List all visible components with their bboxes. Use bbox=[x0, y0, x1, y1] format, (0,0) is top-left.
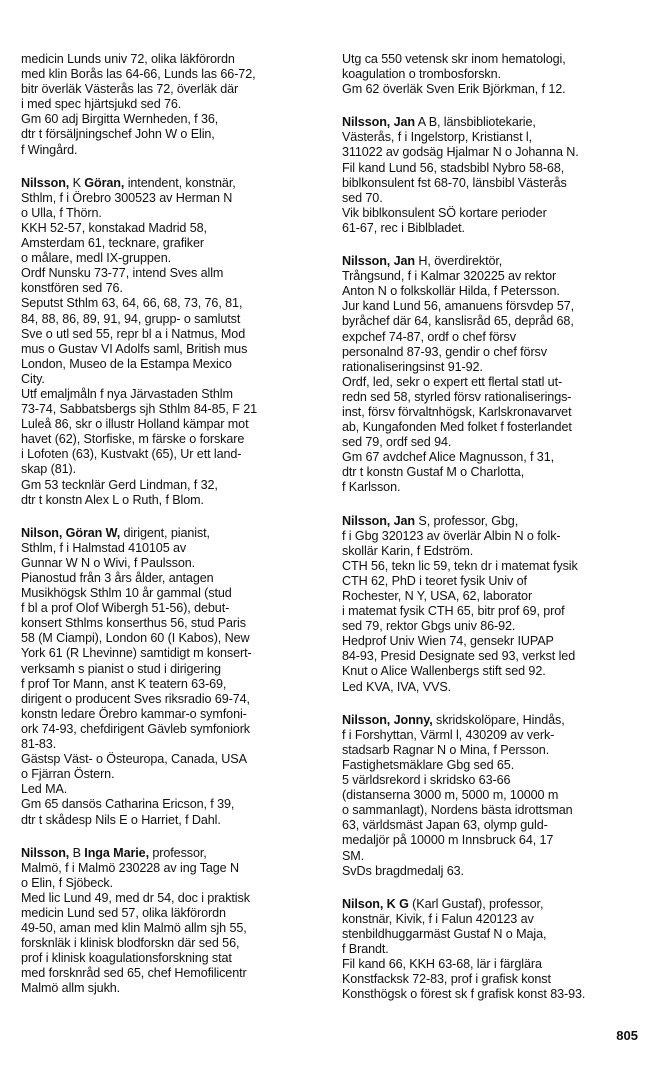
entry-line bbox=[21, 402, 329, 417]
entry-text: ork 74-93, chefdirigent Gävleb symfoniork bbox=[21, 721, 250, 736]
entry-text: Gm 62 överläk Sven Erik Björkman, f 12. bbox=[342, 82, 566, 97]
entry-line bbox=[21, 342, 329, 357]
entry-text: Led MA. bbox=[21, 782, 68, 797]
entry-text: Utg ca 550 vetensk skr inom hematologi, bbox=[342, 52, 566, 66]
entry-text: London, Museo de la Estampa Mexico bbox=[21, 356, 232, 371]
entry-text: CTH 62, PhD i teoret fysik Univ of bbox=[342, 573, 527, 588]
entry-text: i matemat fysik CTH 65, bitr prof 69, prof bbox=[342, 604, 565, 619]
entry-text: (Karl Gustaf), professor, bbox=[408, 896, 544, 911]
entry-line bbox=[21, 296, 329, 311]
left-column bbox=[21, 52, 329, 1015]
entry-line bbox=[21, 82, 329, 97]
entry-text: (distanserna 3000 m, 5000 m, 10000 m bbox=[342, 788, 559, 803]
entry-line bbox=[21, 677, 329, 692]
entry-text: 58 (M Ciampi), London 60 (I Kabos), New bbox=[21, 631, 250, 646]
entry-text: Sve o utl sed 55, repr bl a i Natmus, Mod bbox=[21, 326, 246, 341]
entry-line bbox=[342, 849, 650, 864]
entry-line bbox=[21, 692, 329, 707]
entry-text: Seputst Sthlm 63, 64, 66, 68, 73, 76, 81, bbox=[21, 296, 243, 311]
entry-text: Rochester, N Y, USA, 62, laborator bbox=[342, 589, 533, 603]
entry-line bbox=[21, 981, 329, 996]
entry-text: sed 79, ordf sed 94. bbox=[342, 435, 452, 450]
entry-line bbox=[21, 281, 329, 296]
entry-line bbox=[21, 767, 329, 782]
entry-text: konstfören sed 76. bbox=[21, 281, 123, 296]
entry-text: A B, länsbibliotekarie, bbox=[415, 115, 536, 130]
entry-line bbox=[21, 797, 329, 812]
entry-text: Musikhögsk Sthlm 10 år gammal (stud bbox=[21, 586, 232, 601]
entry-line bbox=[342, 465, 650, 480]
entry-text: Sthlm, f i Örebro 300523 av Herman N bbox=[21, 190, 233, 205]
entry-line bbox=[21, 462, 329, 477]
entry-line bbox=[21, 586, 329, 601]
entry-line bbox=[342, 420, 650, 435]
entry-text: medicin Lund sed 57, olika läkförordn bbox=[21, 905, 226, 920]
entry-text: o Elin, f Sjöbeck. bbox=[21, 875, 114, 890]
entry-text: medaljör på 10000 m Innsbruck 64, 17 bbox=[342, 833, 554, 848]
entry-line bbox=[342, 728, 650, 743]
entry-text: stenbildhuggarmäst Gustaf N o Maja, bbox=[342, 926, 547, 941]
entry-line bbox=[342, 664, 650, 679]
entry-text: ab, Kungafonden Med folket f fosterlandet bbox=[342, 420, 572, 435]
entry-line bbox=[21, 662, 329, 677]
entry-text: med forsknråd sed 65, chef Hemofilicentr bbox=[21, 966, 247, 981]
entry-text: biblkonsulent fst 68-70, länsbibl Västerås bbox=[342, 175, 567, 190]
entry-line bbox=[21, 876, 329, 891]
entry-text: Anton N o folkskollär Hilda, f Petersson. bbox=[342, 284, 560, 299]
entry-line bbox=[342, 82, 650, 97]
entry-line bbox=[21, 966, 329, 981]
entry-text: konstn ledare Örebro kammar-o symfoni- bbox=[21, 706, 247, 721]
entry-text: sed 70. bbox=[342, 190, 383, 205]
entry-line bbox=[21, 631, 329, 646]
entry-line bbox=[342, 115, 650, 130]
entry-text: o sammanlagt), Nordens bästa idrottsman bbox=[342, 803, 573, 818]
entry-text: byråchef där 64, kanslisråd 65, depråd 68, bbox=[342, 314, 574, 329]
entry-text: dirigent, pianist, bbox=[120, 525, 210, 540]
entry-line bbox=[21, 846, 329, 861]
entry-text: Gm 53 tecknlär Gerd Lindman, f 32, bbox=[21, 477, 218, 492]
entry-text: SvDs bragdmedalj 63. bbox=[342, 863, 464, 878]
entry-line bbox=[21, 541, 329, 556]
entry-line bbox=[21, 236, 329, 251]
entry-line bbox=[342, 284, 650, 299]
entry-line bbox=[342, 52, 650, 67]
entry-line bbox=[21, 493, 329, 508]
entry-line bbox=[21, 616, 329, 631]
entry-line bbox=[342, 345, 650, 360]
entry-text: koagulation o trombosforskn. bbox=[342, 67, 501, 82]
entry-line bbox=[342, 758, 650, 773]
entry-text: Trångsund, f i Kalmar 320225 av rektor bbox=[342, 269, 557, 284]
entry-line bbox=[342, 269, 650, 284]
entry-text: Fil kand 66, KKH 63-68, lär i färglära bbox=[342, 957, 542, 972]
entry-text: 5 världsrekord i skridsko 63-66 bbox=[342, 773, 511, 788]
entry-text: Ordf Nunsku 73-77, intend Sves allm bbox=[21, 266, 224, 281]
entry-text: mus o Gustav VI Adolfs saml, British mus bbox=[21, 341, 248, 356]
entry-text: stadsarb Ragnar N o Mina, f Persson. bbox=[342, 742, 550, 757]
entry-text: Hedprof Univ Wien 74, gensekr IUPAP bbox=[342, 634, 554, 649]
entry-line bbox=[21, 906, 329, 921]
entry-text: Gm 60 adj Birgitta Wernheden, f 36, bbox=[21, 112, 219, 127]
entry-text: Fastighetsmäklare Gbg sed 65. bbox=[342, 757, 515, 772]
entry-text: 73-74, Sabbatsbergs sjh Sthlm 84-85, F 21 bbox=[21, 402, 258, 417]
entry-line bbox=[342, 161, 650, 176]
entry-text: konstnär, Kivik, f i Falun 420123 av bbox=[342, 911, 534, 926]
entry-line bbox=[21, 571, 329, 586]
entry-text: bitr överläk Västerås las 72, överläk där bbox=[21, 82, 239, 97]
biography-entry bbox=[342, 514, 650, 695]
entry-line bbox=[342, 833, 650, 848]
entry-text: Vik biblkonsulent SÖ kortare perioder bbox=[342, 205, 547, 220]
entry-text: Med lic Lund 49, med dr 54, doc i praktisk bbox=[21, 890, 250, 905]
entry-line bbox=[342, 680, 650, 695]
entry-text: f Wingård. bbox=[21, 142, 78, 157]
entry-line bbox=[342, 450, 650, 465]
entry-text: havet (62), Storfiske, m färske o forskare bbox=[21, 432, 245, 447]
entry-name: Nilsson, bbox=[21, 175, 70, 190]
entry-line bbox=[342, 713, 650, 728]
entry-line bbox=[21, 67, 329, 82]
entry-text: Knut o Alice Wallenbergs stift sed 92. bbox=[342, 664, 546, 679]
entry-text: skap (81). bbox=[21, 462, 76, 477]
entry-line bbox=[342, 897, 650, 912]
entry-text: dtr t försäljningschef John W o Elin, bbox=[21, 127, 215, 142]
entry-line bbox=[21, 782, 329, 797]
entry-text: f i Forshyttan, Värml l, 430209 av verk- bbox=[342, 727, 555, 742]
entry-line bbox=[342, 589, 650, 604]
entry-line bbox=[342, 743, 650, 758]
entry-text: Ordf, led, sekr o expert ett flertal statl ut- bbox=[342, 374, 563, 389]
entry-line bbox=[21, 327, 329, 342]
entry-line bbox=[342, 375, 650, 390]
entry-line bbox=[342, 803, 650, 818]
entry-text: medicin Lunds univ 72, olika läkförordn bbox=[21, 52, 235, 66]
entry-text: Led KVA, IVA, VVS. bbox=[342, 679, 452, 694]
entry-name: Nilson, K G bbox=[342, 896, 409, 911]
entry-line bbox=[21, 646, 329, 661]
entry-line bbox=[21, 707, 329, 722]
entry-text: Gm 67 avdchef Alice Magnusson, f 31, bbox=[342, 450, 555, 465]
entry-text: skollär Karin, f Edström. bbox=[342, 543, 474, 558]
entry-text: Utf emaljmåln f nya Järvastaden Sthlm bbox=[21, 386, 233, 401]
entry-line bbox=[21, 601, 329, 616]
biography-entry bbox=[342, 713, 650, 879]
entry-line bbox=[342, 206, 650, 221]
entry-text: 84, 88, 86, 89, 91, 94, grupp- o samlutst bbox=[21, 311, 241, 326]
entry-line bbox=[21, 861, 329, 876]
entry-line bbox=[342, 987, 650, 1002]
entry-line bbox=[21, 312, 329, 327]
entry-text: Konstfacksk 72-83, prof i grafisk konst bbox=[342, 972, 551, 987]
entry-line bbox=[342, 912, 650, 927]
biography-entry bbox=[342, 115, 650, 236]
entry-text: Jur kand Lund 56, amanuens försvdep 57, bbox=[342, 299, 575, 314]
entry-line bbox=[21, 722, 329, 737]
entry-line bbox=[342, 390, 650, 405]
entry-line bbox=[342, 788, 650, 803]
entry-text: f i Gbg 320123 av överlär Albin N o folk- bbox=[342, 528, 561, 543]
entry-text: 311022 av godsäg Hjalmar N o Johanna N. bbox=[342, 145, 579, 160]
entry-line bbox=[342, 360, 650, 375]
entry-text: K bbox=[69, 175, 85, 190]
entry-name: Nilsson, Jonny, bbox=[342, 712, 433, 727]
entry-text: SM. bbox=[342, 848, 365, 863]
entry-text: sed 79, rektor Gbgs univ 86-92. bbox=[342, 619, 516, 634]
entry-line bbox=[342, 514, 650, 529]
entry-text: Fil kand Lund 56, stadsbibl Nybro 58-68, bbox=[342, 160, 565, 175]
entry-line bbox=[21, 251, 329, 266]
entry-text: York 61 (R Lhevinne) samtidigt m konsert- bbox=[21, 646, 252, 661]
entry-line bbox=[21, 447, 329, 462]
entry-line bbox=[342, 619, 650, 634]
entry-line bbox=[342, 773, 650, 788]
page-number: 805 bbox=[616, 1028, 638, 1043]
entry-line bbox=[342, 957, 650, 972]
entry-name: Nilsson, Jan bbox=[342, 513, 415, 528]
entry-text: 63, världsmäst Japan 63, olymp guld- bbox=[342, 818, 548, 833]
entry-text: med klin Borås las 64-66, Lunds las 66-72, bbox=[21, 67, 256, 82]
entry-text: f Brandt. bbox=[342, 941, 389, 956]
entry-text: professor, bbox=[148, 845, 207, 860]
biography-entry bbox=[342, 52, 650, 97]
entry-line bbox=[342, 145, 650, 160]
entry-text: dirigent o producent Sves riksradio 69-74, bbox=[21, 691, 250, 706]
entry-line bbox=[342, 299, 650, 314]
entry-text: 61-67, rec i Biblbladet. bbox=[342, 220, 465, 235]
entry-line bbox=[21, 387, 329, 402]
right-column bbox=[342, 52, 650, 1020]
entry-line bbox=[21, 221, 329, 236]
entry-line bbox=[342, 574, 650, 589]
entry-line bbox=[21, 951, 329, 966]
entry-line bbox=[21, 372, 329, 387]
entry-text: S, professor, Gbg, bbox=[415, 513, 519, 528]
entry-text: dtr t skådesp Nils E o Harriet, f Dahl. bbox=[21, 812, 221, 827]
entry-line bbox=[342, 67, 650, 82]
entry-text: i Lofoten (63), Kustvakt (65), Ur ett land- bbox=[21, 447, 242, 462]
entry-line bbox=[342, 942, 650, 957]
entry-text: i med spec hjärtsjukd sed 76. bbox=[21, 97, 182, 112]
entry-text: CTH 56, tekn lic 59, tekn dr i matemat fysik bbox=[342, 558, 578, 573]
entry-text: Västerås, f i Ingelstorp, Kristianst l, bbox=[342, 130, 532, 145]
entry-text: 49-50, aman med klin Malmö allm sjh 55, bbox=[21, 921, 247, 936]
entry-line bbox=[342, 634, 650, 649]
entry-line bbox=[342, 544, 650, 559]
entry-text: o Ulla, f Thörn. bbox=[21, 205, 102, 220]
entry-text: Konsthögsk o förest sk f grafisk konst 83-93. bbox=[342, 987, 586, 1002]
entry-text: forsknläk i klinisk blodforskn där sed 56, bbox=[21, 936, 240, 951]
entry-line bbox=[342, 649, 650, 664]
entry-line bbox=[342, 130, 650, 145]
entry-name: Nilsson, Jan bbox=[342, 254, 415, 269]
entry-text: prof i klinisk koagulationsforskning stat bbox=[21, 951, 232, 966]
biography-entry bbox=[342, 254, 650, 496]
entry-name: Nilson, Göran W, bbox=[21, 525, 121, 540]
entry-line bbox=[21, 97, 329, 112]
entry-line bbox=[342, 604, 650, 619]
entry-given-name: Inga Marie, bbox=[84, 845, 149, 860]
entry-name: Nilsson, bbox=[21, 845, 70, 860]
entry-text: personalnd 87-93, gendir o chef försv bbox=[342, 344, 547, 359]
entry-line bbox=[21, 176, 329, 191]
entry-line bbox=[21, 143, 329, 158]
entry-text: H, överdirektör, bbox=[415, 254, 503, 269]
entry-text: f bl a prof Olof Wibergh 51-56), debut- bbox=[21, 601, 230, 616]
entry-text: Malmö, f i Malmö 230228 av ing Tage N bbox=[21, 860, 239, 875]
entry-text: Gästsp Väst- o Östeuropa, Canada, USA bbox=[21, 752, 247, 767]
entry-text: redn sed 58, styrled försv rationaliserings- bbox=[342, 389, 572, 404]
entry-text: intendent, konstnär, bbox=[124, 175, 236, 190]
entry-text: Gunnar W N o Wivi, f Paulsson. bbox=[21, 555, 196, 570]
entry-text: 84-93, Presid Designate sed 93, verkst led bbox=[342, 649, 576, 664]
entry-line bbox=[342, 435, 650, 450]
entry-line bbox=[21, 266, 329, 281]
entry-line bbox=[21, 737, 329, 752]
entry-text: konsert Sthlms konserthus 56, stud Paris bbox=[21, 616, 246, 631]
entry-line bbox=[342, 314, 650, 329]
entry-line bbox=[342, 927, 650, 942]
entry-line bbox=[342, 818, 650, 833]
entry-line bbox=[21, 112, 329, 127]
entry-line bbox=[342, 191, 650, 206]
entry-line bbox=[21, 191, 329, 206]
entry-line bbox=[21, 127, 329, 142]
entry-line bbox=[21, 936, 329, 951]
entry-text: f Karlsson. bbox=[342, 480, 401, 495]
entry-line bbox=[21, 478, 329, 493]
entry-line bbox=[342, 972, 650, 987]
entry-line bbox=[21, 891, 329, 906]
entry-text: o målare, medl IX-gruppen. bbox=[21, 251, 172, 266]
entry-text: verksamh s pianist o stud i dirigering bbox=[21, 661, 221, 676]
entry-text: dtr t konstn Alex L o Ruth, f Blom. bbox=[21, 492, 204, 507]
entry-line bbox=[342, 176, 650, 191]
entry-line bbox=[342, 480, 650, 495]
entry-text: rationaliseringsinst 91-92. bbox=[342, 359, 483, 374]
biography-entry bbox=[21, 526, 329, 828]
entry-text: Malmö allm sjukh. bbox=[21, 981, 121, 996]
entry-given-name: Göran, bbox=[84, 175, 125, 190]
entry-text: inst, försv förvaltnhögsk, Karlskronavarvet bbox=[342, 404, 572, 419]
entry-text: KKH 52-57, konstakad Madrid 58, bbox=[21, 220, 207, 235]
entry-line bbox=[21, 921, 329, 936]
entry-line bbox=[21, 417, 329, 432]
entry-line bbox=[21, 357, 329, 372]
entry-text: f prof Tor Mann, anst K teatern 63-69, bbox=[21, 676, 227, 691]
entry-line bbox=[21, 526, 329, 541]
entry-line bbox=[21, 432, 329, 447]
entry-line bbox=[342, 864, 650, 879]
entry-text: dtr t konstn Gustaf M o Charlotta, bbox=[342, 465, 525, 480]
entry-line bbox=[342, 559, 650, 574]
entry-text: City. bbox=[21, 371, 45, 386]
entry-text: o Fjärran Östern. bbox=[21, 767, 115, 782]
entry-text: Sthlm, f i Halmstad 410105 av bbox=[21, 540, 187, 555]
entry-text: Pianostud från 3 års ålder, antagen bbox=[21, 571, 214, 585]
biography-entry bbox=[21, 176, 329, 508]
entry-text: Amsterdam 61, tecknare, grafiker bbox=[21, 236, 204, 251]
entry-line bbox=[21, 206, 329, 221]
biography-entry bbox=[21, 846, 329, 997]
entry-line bbox=[342, 405, 650, 420]
entry-line bbox=[21, 52, 329, 67]
entry-line bbox=[21, 752, 329, 767]
entry-line bbox=[21, 556, 329, 571]
entry-name: Nilsson, Jan bbox=[342, 115, 415, 130]
entry-text: Gm 65 dansös Catharina Ericson, f 39, bbox=[21, 797, 235, 812]
entry-line bbox=[342, 221, 650, 236]
entry-line bbox=[342, 254, 650, 269]
entry-text: 81-83. bbox=[21, 737, 57, 752]
biography-entry bbox=[21, 52, 329, 158]
entry-line bbox=[342, 330, 650, 345]
entry-text: B bbox=[69, 845, 85, 860]
entry-line bbox=[21, 813, 329, 828]
biography-entry bbox=[342, 897, 650, 1003]
entry-text: Luleå 86, skr o illustr Holland kämpar mot bbox=[21, 417, 249, 432]
entry-text: skridskolöpare, Hindås, bbox=[432, 712, 565, 727]
entry-text: expchef 74-87, ordf o chef försv bbox=[342, 329, 516, 344]
entry-line bbox=[342, 529, 650, 544]
